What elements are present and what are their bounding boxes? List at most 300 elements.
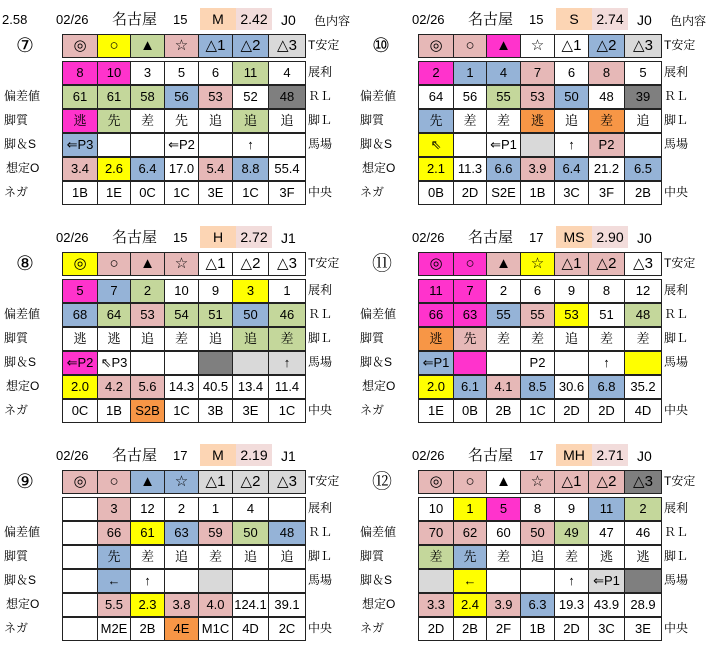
tenri-cell: 2: [486, 279, 521, 303]
race-venue: 名古屋: [468, 447, 514, 464]
odds-row-cell: 39.1: [268, 593, 306, 617]
odds-row-cell: 2.0: [62, 375, 98, 399]
tenri-cell: 2: [624, 497, 662, 521]
tenri-cell: 6: [554, 61, 589, 85]
hensa-cell: 64: [418, 85, 454, 109]
row-label-right: 脚Ｌ: [664, 331, 689, 345]
odds-row-cell: 2.6: [97, 157, 131, 181]
baba-cell: [453, 351, 487, 375]
race-distance: 15: [529, 12, 544, 27]
hensa-cell: 49: [554, 521, 589, 545]
baba-cell: ↑: [130, 569, 165, 593]
row-label-right: 脚Ｌ: [308, 113, 333, 127]
odds-row-cell: 35.2: [624, 375, 662, 399]
baba-cell: ⇖: [418, 133, 454, 157]
odds-row-cell: 8.8: [232, 157, 269, 181]
style-cell: 差: [486, 109, 521, 133]
odds-row-cell: 2.3: [130, 593, 165, 617]
nega-cell: 0C: [130, 181, 165, 205]
race-date: 02/26: [56, 12, 89, 27]
hensa-cell: 58: [130, 85, 165, 109]
odds-row-cell: 3.8: [164, 593, 199, 617]
hensa-cell: 52: [232, 85, 269, 109]
tenri-cell: 1: [453, 497, 487, 521]
hensa-cell: 55: [520, 303, 555, 327]
baba-cell: [624, 351, 662, 375]
style-cell: 逃: [624, 545, 662, 569]
hensa-cell: 66: [418, 303, 454, 327]
nega-cell: 3C: [588, 617, 625, 641]
hensa-cell: 53: [130, 303, 165, 327]
row-label-right: 馬場: [664, 573, 689, 587]
row-label: 脚＆S: [4, 355, 37, 369]
row-label-right: 中央: [664, 403, 689, 417]
row-label-right: T安定: [308, 256, 340, 270]
hensa-cell: 53: [554, 303, 589, 327]
row-label: 想定O: [362, 379, 396, 393]
baba-cell: ↑: [554, 133, 589, 157]
nega-cell: 2D: [418, 617, 454, 641]
race-number: ⑨: [16, 471, 34, 493]
nega-cell: 1B: [62, 181, 98, 205]
nega-cell: 3C: [554, 181, 589, 205]
style-cell: 追: [198, 109, 233, 133]
baba-cell: ⇐P1: [588, 569, 625, 593]
race-grade-badge: M: [200, 8, 236, 30]
nega-cell: 3F: [268, 181, 306, 205]
race-grade-badge: MS: [556, 226, 592, 248]
marks-cell: ○: [97, 34, 131, 58]
tenri-cell: 9: [554, 497, 589, 521]
marks-cell: ○: [453, 252, 487, 276]
nega-cell: 1C: [520, 399, 555, 423]
race-number: ⑫: [372, 471, 392, 493]
row-label: 脚＆S: [360, 137, 393, 151]
nega-cell: 1C: [268, 399, 306, 423]
baba-cell: ⇐P1: [486, 133, 521, 157]
hensa-cell: 61: [130, 521, 165, 545]
hensa-cell: 60: [486, 521, 521, 545]
nega-cell: 1B: [520, 617, 555, 641]
nega-cell: 2D: [554, 617, 589, 641]
row-label-right: 展利: [308, 501, 333, 515]
marks-cell: △2: [232, 34, 269, 58]
style-cell: 先: [164, 109, 199, 133]
race-date: 02/26: [412, 12, 445, 27]
hensa-cell: 53: [520, 85, 555, 109]
nega-cell: S2E: [486, 181, 521, 205]
tenri-cell: 1: [453, 61, 487, 85]
hensa-cell: 48: [268, 521, 306, 545]
style-cell: 差: [554, 545, 589, 569]
marks-cell: ○: [97, 252, 131, 276]
tenri-cell: 1: [268, 279, 306, 303]
hensa-cell: 55: [486, 303, 521, 327]
odds-row-cell: 4.2: [97, 375, 131, 399]
style-cell: 追: [130, 327, 165, 351]
odds-row-cell: 11.3: [453, 157, 487, 181]
baba-cell: [62, 569, 98, 593]
tenri-cell: 4: [486, 61, 521, 85]
nega-cell: 0B: [453, 399, 487, 423]
tenri-cell: 1: [198, 497, 233, 521]
tenri-cell: 2: [418, 61, 454, 85]
odds-row-cell: 17.0: [164, 157, 199, 181]
race-venue: 名古屋: [112, 229, 158, 246]
race-jcode: J1: [281, 230, 296, 246]
row-label: ネガ: [360, 185, 385, 199]
marks-cell: ☆: [520, 470, 555, 494]
row-label-right: 脚Ｌ: [308, 331, 333, 345]
baba-cell: ⇐P1: [418, 351, 454, 375]
odds-row-cell: 11.4: [268, 375, 306, 399]
race-number: ⑧: [16, 253, 34, 275]
tenri-cell: 8: [588, 61, 625, 85]
tenri-cell: 7: [97, 279, 131, 303]
tenri-cell: 5: [164, 61, 199, 85]
nega-cell: 2D: [453, 181, 487, 205]
hensa-cell: 53: [198, 85, 233, 109]
marks-cell: ◎: [418, 252, 454, 276]
style-cell: 差: [588, 327, 625, 351]
hensa-cell: 68: [62, 303, 98, 327]
row-label-right: 展利: [664, 501, 689, 515]
nega-cell: 3E: [232, 399, 269, 423]
style-cell: 先: [453, 545, 487, 569]
row-label-right: 展利: [664, 283, 689, 297]
tenri-cell: 7: [520, 61, 555, 85]
baba-cell: [418, 569, 454, 593]
row-label-right: ＲＬ: [308, 525, 333, 539]
style-cell: 先: [453, 327, 487, 351]
row-label-right: 展利: [664, 65, 689, 79]
marks-cell: △2: [588, 470, 625, 494]
race-jcode: J0: [281, 12, 296, 28]
marks-cell: ▲: [130, 470, 165, 494]
baba-cell: ↑: [554, 569, 589, 593]
baba-cell: [268, 569, 306, 593]
odds-row-cell: 28.9: [624, 593, 662, 617]
nega-cell: S2B: [130, 399, 165, 423]
hensa-cell: 50: [232, 303, 269, 327]
marks-cell: △3: [268, 34, 306, 58]
tenri-cell: 7: [453, 279, 487, 303]
nega-cell: 2B: [130, 617, 165, 641]
marks-cell: △1: [554, 252, 589, 276]
hensa-cell: 66: [97, 521, 131, 545]
tenri-cell: 11: [418, 279, 454, 303]
baba-cell: [624, 133, 662, 157]
odds-row-cell: 2.4: [453, 593, 487, 617]
header-right-label: 色内容: [314, 14, 351, 28]
row-label-right: T安定: [308, 474, 340, 488]
style-cell: 差: [198, 545, 233, 569]
nega-cell: 2D: [554, 399, 589, 423]
row-label: 脚＆S: [360, 355, 393, 369]
race-block: [356, 0, 706, 210]
row-label-right: 脚Ｌ: [308, 549, 333, 563]
baba-cell: P2: [520, 351, 555, 375]
marks-cell: △3: [268, 470, 306, 494]
tenri-cell: 5: [624, 61, 662, 85]
row-label: 脚＆S: [4, 573, 37, 587]
odds-row-cell: 5.4: [198, 157, 233, 181]
nega-cell: 2B: [453, 617, 487, 641]
style-cell: 逃: [588, 545, 625, 569]
marks-cell: ☆: [164, 470, 199, 494]
nega-cell: 3E: [624, 617, 662, 641]
race-odds-badge: 2.72: [236, 226, 272, 248]
race-grade-badge: MH: [556, 444, 592, 466]
style-cell: 追: [268, 545, 306, 569]
row-label-right: 中央: [308, 403, 333, 417]
nega-cell: 2F: [486, 617, 521, 641]
hensa-cell: 48: [268, 85, 306, 109]
row-label: 偏差値: [360, 525, 397, 539]
marks-cell: ○: [453, 470, 487, 494]
nega-cell: 3F: [588, 181, 625, 205]
row-label-right: 中央: [308, 185, 333, 199]
odds-row-cell: 6.1: [453, 375, 487, 399]
race-jcode: J1: [281, 448, 296, 464]
baba-cell: ⇐P3: [62, 133, 98, 157]
style-cell: 追: [554, 109, 589, 133]
odds-row-cell: 6.4: [554, 157, 589, 181]
row-label-right: 中央: [308, 621, 333, 635]
style-cell: 追: [554, 327, 589, 351]
style-cell: 逃: [62, 327, 98, 351]
style-cell: 差: [418, 545, 454, 569]
style-cell: 差: [130, 545, 165, 569]
style-cell: 差: [453, 109, 487, 133]
race-venue: 名古屋: [112, 447, 158, 464]
odds-row-cell: 43.9: [588, 593, 625, 617]
tenri-cell: 4: [232, 497, 269, 521]
tenri-cell: 10: [164, 279, 199, 303]
marks-cell: △1: [554, 470, 589, 494]
row-label: 偏差値: [4, 307, 41, 321]
baba-cell: [164, 351, 199, 375]
race-jcode: J0: [637, 448, 652, 464]
style-cell: 追: [232, 109, 269, 133]
row-label: 想定O: [6, 597, 40, 611]
marks-cell: ◎: [418, 470, 454, 494]
marks-cell: ☆: [520, 252, 555, 276]
baba-cell: ↑: [588, 351, 625, 375]
hensa-cell: 51: [198, 303, 233, 327]
race-odds-badge: 2.42: [236, 8, 272, 30]
tenri-cell: 8: [588, 279, 625, 303]
hensa-cell: 56: [453, 85, 487, 109]
odds-row-cell: 6.5: [624, 157, 662, 181]
race-block: [356, 436, 706, 646]
hensa-cell: 51: [588, 303, 625, 327]
odds-row-cell: 3.3: [418, 593, 454, 617]
row-label: 脚＆S: [4, 137, 37, 151]
hensa-cell: 61: [62, 85, 98, 109]
row-label: ネガ: [360, 403, 385, 417]
odds-row-cell: 6.6: [486, 157, 521, 181]
race-block: [356, 218, 706, 428]
row-label-right: 脚Ｌ: [664, 549, 689, 563]
tenri-cell: 10: [418, 497, 454, 521]
row-label: 脚質: [360, 113, 385, 127]
hensa-cell: 50: [520, 521, 555, 545]
odds-row-cell: 6.4: [130, 157, 165, 181]
marks-cell: ▲: [486, 252, 521, 276]
tenri-cell: 6: [520, 279, 555, 303]
row-label: ネガ: [4, 403, 29, 417]
marks-cell: ▲: [130, 252, 165, 276]
odds-row-cell: 21.2: [588, 157, 625, 181]
marks-cell: △3: [624, 34, 662, 58]
row-label: 偏差値: [4, 89, 41, 103]
hensa-cell: 70: [418, 521, 454, 545]
baba-cell: ⇖P3: [97, 351, 131, 375]
nega-cell: 4D: [624, 399, 662, 423]
baba-cell: P2: [588, 133, 625, 157]
style-cell: 逃: [520, 109, 555, 133]
race-grade-badge: H: [200, 226, 236, 248]
nega-cell: 4D: [232, 617, 269, 641]
baba-cell: [198, 569, 233, 593]
marks-cell: △1: [198, 470, 233, 494]
nega-cell: 2B: [486, 399, 521, 423]
row-label: 想定O: [6, 379, 40, 393]
tenri-cell: 12: [130, 497, 165, 521]
nega-cell: 1B: [97, 399, 131, 423]
style-cell: 差: [588, 109, 625, 133]
hensa-cell: 62: [453, 521, 487, 545]
row-label: 偏差値: [360, 307, 397, 321]
race-jcode: J0: [637, 12, 652, 28]
nega-cell: [62, 617, 98, 641]
marks-cell: ▲: [486, 34, 521, 58]
odds-row-cell: 4.0: [198, 593, 233, 617]
tenri-cell: 11: [588, 497, 625, 521]
baba-cell: [232, 569, 269, 593]
nega-cell: M1C: [198, 617, 233, 641]
race-block: [0, 436, 350, 646]
nega-cell: 1C: [232, 181, 269, 205]
style-cell: 追: [624, 109, 662, 133]
nega-cell: 1E: [418, 399, 454, 423]
baba-cell: ←: [453, 569, 487, 593]
row-label: 脚＆S: [360, 573, 393, 587]
nega-cell: 2B: [624, 181, 662, 205]
row-label-right: 馬場: [308, 137, 333, 151]
odds-row-cell: 124.1: [232, 593, 269, 617]
nega-cell: 3B: [198, 399, 233, 423]
tenri-cell: 11: [232, 61, 269, 85]
race-number: ⑩: [372, 35, 390, 57]
marks-cell: △2: [588, 252, 625, 276]
race-odds-badge: 2.71: [592, 444, 628, 466]
row-label: 脚質: [360, 331, 385, 345]
race-venue: 名古屋: [468, 11, 514, 28]
row-label: 脚質: [4, 549, 29, 563]
baba-cell: [130, 351, 165, 375]
baba-cell: ↑: [268, 351, 306, 375]
row-label-right: 馬場: [308, 573, 333, 587]
odds-row-cell: 6.3: [520, 593, 555, 617]
baba-cell: [164, 569, 199, 593]
odds-row-cell: 14.3: [164, 375, 199, 399]
row-label-right: 展利: [308, 283, 333, 297]
odds-row-cell: 3.9: [486, 593, 521, 617]
row-label: 脚質: [4, 113, 29, 127]
marks-cell: ○: [453, 34, 487, 58]
hensa-cell: 46: [624, 521, 662, 545]
marks-cell: ◎: [62, 470, 98, 494]
hensa-cell: 55: [486, 85, 521, 109]
marks-cell: ◎: [418, 34, 454, 58]
baba-cell: [198, 351, 233, 375]
baba-cell: [554, 351, 589, 375]
row-label-right: ＲＬ: [308, 307, 333, 321]
style-cell: 差: [130, 109, 165, 133]
marks-cell: △3: [624, 252, 662, 276]
race-venue: 名古屋: [468, 229, 514, 246]
style-cell: 逃: [97, 327, 131, 351]
row-label-right: 中央: [664, 185, 689, 199]
tenri-cell: 2: [130, 279, 165, 303]
tenri-cell: 9: [554, 279, 589, 303]
hensa-cell: 47: [588, 521, 625, 545]
race-number: ⑪: [372, 253, 392, 275]
race-distance: 15: [173, 230, 188, 245]
nega-cell: 2C: [268, 617, 306, 641]
style-cell: 追: [268, 109, 306, 133]
race-date: 02/26: [412, 448, 445, 463]
row-label: 想定O: [362, 161, 396, 175]
odds-row-cell: 19.3: [554, 593, 589, 617]
odds-row-cell: 40.5: [198, 375, 233, 399]
baba-cell: [486, 569, 521, 593]
style-cell: 差: [486, 545, 521, 569]
race-date: 02/26: [412, 230, 445, 245]
style-cell: 差: [520, 327, 555, 351]
row-label-right: 中央: [664, 621, 689, 635]
hensa-cell: 46: [268, 303, 306, 327]
race-date: 02/26: [56, 230, 89, 245]
baba-cell: [520, 133, 555, 157]
marks-cell: ○: [97, 470, 131, 494]
race-grade-badge: M: [200, 444, 236, 466]
hensa-cell: 54: [164, 303, 199, 327]
race-odds-badge: 2.74: [592, 8, 628, 30]
race-number: ⑦: [16, 35, 34, 57]
row-label-right: 脚Ｌ: [664, 113, 689, 127]
style-cell: 逃: [418, 327, 454, 351]
race-distance: 15: [173, 12, 188, 27]
race-odds-badge: 2.19: [236, 444, 272, 466]
marks-cell: △1: [198, 252, 233, 276]
row-label-right: T安定: [308, 38, 340, 52]
hensa-cell: 39: [624, 85, 662, 109]
race-grade-badge: S: [556, 8, 592, 30]
row-label-right: 馬場: [308, 355, 333, 369]
row-label: 脚質: [360, 549, 385, 563]
tenri-cell: 5: [62, 279, 98, 303]
row-label-right: T安定: [664, 256, 696, 270]
nega-cell: 1C: [164, 399, 199, 423]
marks-cell: △1: [554, 34, 589, 58]
odds-row-cell: 30.6: [554, 375, 589, 399]
marks-cell: ◎: [62, 252, 98, 276]
marks-cell: △3: [624, 470, 662, 494]
hensa-cell: 63: [164, 521, 199, 545]
